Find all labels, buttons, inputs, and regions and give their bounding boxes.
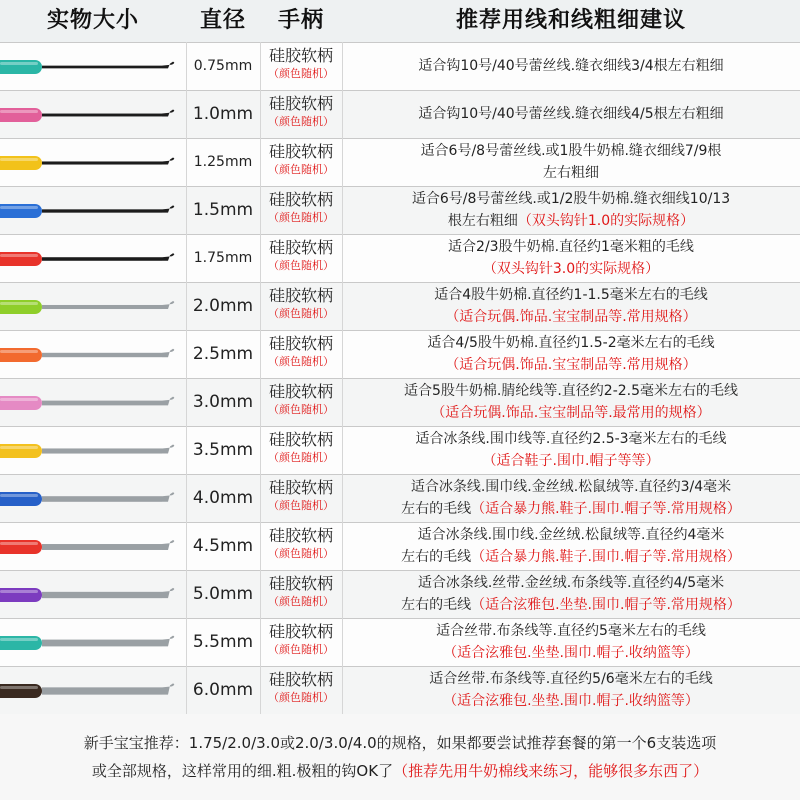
yarn-recommendation	[342, 570, 800, 618]
hook-diameter: 4.5mm	[192, 536, 254, 556]
hook-handle-highlight	[0, 542, 38, 545]
row-divider	[0, 570, 800, 571]
handle-type	[260, 378, 342, 426]
table-row	[0, 282, 800, 330]
recommendation-line-2	[483, 258, 659, 280]
recommendation-text-cont: 根左右粗细	[447, 213, 518, 229]
row-divider	[0, 90, 800, 91]
recommendation-text: 适合冰条线.围巾线.金丝绒.松鼠绒等.直径约3/4毫米	[410, 479, 732, 495]
handle-color-note: （颜色随机）	[268, 643, 334, 656]
handle-type	[260, 522, 342, 570]
handle-type	[260, 234, 342, 282]
column-divider	[260, 42, 261, 714]
handle-type-label: 硅胶软柄	[268, 190, 333, 209]
yarn-recommendation	[342, 378, 800, 426]
yarn-recommendation	[342, 90, 800, 138]
recommendation-text: 适合钩10号/40号蕾丝线.缝衣细线4/5根左右粗细	[418, 106, 724, 122]
hook-shaft	[42, 448, 162, 453]
handle-type	[260, 186, 342, 234]
row-divider	[0, 666, 800, 667]
handle-type	[260, 90, 342, 138]
hook-diameter: 0.75mm	[193, 58, 253, 74]
handle-type-label: 硅胶软柄	[268, 622, 333, 641]
yarn-recommendation	[342, 426, 800, 474]
recommendation-text: 适合钩10号/40号蕾丝线.缝衣细线3/4根左右粗细	[418, 58, 724, 74]
handle-type	[260, 474, 342, 522]
crochet-hook-icon	[0, 488, 186, 510]
handle-type-label: 硅胶软柄	[268, 286, 333, 305]
hook-handle-highlight	[0, 350, 38, 353]
hook-diameter: 3.5mm	[192, 440, 254, 460]
table-row	[0, 138, 800, 186]
recommendation-text: 适合冰条线.围巾线等.直径约2.5-3毫米左右的毛线	[415, 431, 727, 447]
recommendation-usage-note: （适合泫雅包.坐垫.围巾.帽子.收纳篮等）	[443, 693, 699, 709]
hook-handle-highlight	[0, 302, 38, 305]
handle-type	[260, 330, 342, 378]
hook-diameter: 5.5mm	[192, 632, 254, 652]
yarn-recommendation	[342, 330, 800, 378]
hook-diameter: 2.5mm	[192, 344, 254, 364]
hook-tip	[162, 110, 174, 117]
header-diameter: 直径	[199, 8, 246, 33]
handle-color-note: （颜色随机）	[268, 211, 334, 224]
recommendation-usage-note: （适合玩偶.饰品.宝宝制品等.常用规格）	[445, 357, 697, 373]
recommendation-line-2	[401, 594, 741, 616]
hook-tip	[162, 62, 174, 69]
hook-tip	[162, 205, 174, 212]
yarn-recommendation	[342, 234, 800, 282]
recommendation-usage-note: （双头钩针3.0的实际规格）	[482, 261, 660, 277]
hook-diameter: 4.0mm	[192, 488, 254, 508]
table-row	[0, 474, 800, 522]
recommendation-line-2	[443, 690, 699, 712]
row-divider	[0, 42, 800, 43]
handle-type-label: 硅胶软柄	[268, 382, 333, 401]
handle-type	[260, 666, 342, 714]
crochet-hook-icon	[0, 344, 186, 366]
recommendation-text: 适合6号/8号蕾丝线.或1股牛奶棉.缝衣细线7/9根	[420, 143, 722, 159]
recommendation-text: 适合4/5股牛奶棉.直径约1.5-2毫米左右的毛线	[427, 335, 715, 351]
hook-tip	[162, 397, 174, 406]
hook-shaft	[42, 257, 162, 261]
hook-handle-highlight	[0, 494, 38, 497]
hook-handle-highlight	[0, 398, 38, 401]
yarn-recommendation	[342, 618, 800, 666]
yarn-recommendation	[342, 186, 800, 234]
recommendation-line-1	[448, 236, 694, 258]
hook-handle-highlight	[0, 686, 38, 689]
hook-shaft	[42, 353, 162, 357]
handle-type-label: 硅胶软柄	[268, 334, 333, 353]
yarn-recommendation	[342, 138, 800, 186]
recommendation-usage-note: （适合泫雅包.坐垫.围巾.帽子.收纳篮等）	[443, 645, 699, 661]
recommendation-line-1	[404, 380, 738, 402]
row-divider	[0, 618, 800, 619]
handle-color-note: （颜色随机）	[268, 307, 334, 320]
footer-note	[0, 714, 800, 800]
hook-tip	[162, 636, 174, 647]
crochet-hook-icon	[0, 632, 186, 654]
table-row	[0, 618, 800, 666]
hook-handle-highlight	[0, 254, 38, 257]
table-row	[0, 666, 800, 714]
footer-line-2-text: 或全部规格，这样常用的细.粗.极粗的钩OK了	[91, 762, 394, 780]
header-handle: 手柄	[277, 8, 324, 33]
crochet-hook-icon	[0, 56, 186, 78]
yarn-recommendation	[342, 666, 800, 714]
crochet-hook-icon	[0, 680, 186, 702]
hook-diameter: 1.25mm	[193, 154, 253, 170]
hook-shaft	[42, 401, 162, 406]
table-header	[0, 0, 800, 42]
handle-type-label: 硅胶软柄	[268, 142, 333, 161]
footer-line-1: 新手宝宝推荐：1.75/2.0/3.0或2.0/3.0/4.0的规格，如果都要尝试推荐套餐的第一个6支装选项	[83, 734, 717, 752]
recommendation-line-2	[448, 210, 694, 232]
recommendation-text-cont: 左右的毛线	[401, 549, 472, 565]
hook-diameter: 1.5mm	[192, 200, 254, 220]
table-row	[0, 234, 800, 282]
recommendation-line-1	[418, 42, 723, 90]
handle-type	[260, 570, 342, 618]
recommendation-line-1	[421, 140, 722, 162]
hook-diameter: 5.0mm	[192, 584, 254, 604]
recommendation-text: 适合丝带.布条线等.直径约5/6毫米左右的毛线	[429, 671, 713, 687]
hook-shaft	[42, 687, 162, 694]
hook-handle-highlight	[0, 158, 38, 161]
recommendation-line-1	[429, 668, 712, 690]
handle-type	[260, 42, 342, 90]
footer-line-2-red: （推荐先用牛奶棉线来练习，能够很多东西了）	[393, 762, 709, 780]
recommendation-text: 适合2/3股牛奶棉.直径约1毫米粗的毛线	[448, 239, 694, 255]
yarn-recommendation	[342, 42, 800, 90]
recommendation-line-2	[543, 162, 599, 184]
row-divider	[0, 234, 800, 235]
hook-tip	[162, 540, 174, 550]
handle-type	[260, 618, 342, 666]
handle-color-note: （颜色随机）	[268, 691, 334, 704]
recommendation-text: 适合丝带.布条线等.直径约5毫米左右的毛线	[436, 623, 706, 639]
handle-type-label: 硅胶软柄	[268, 670, 333, 689]
table-row	[0, 426, 800, 474]
handle-type-label: 硅胶软柄	[268, 46, 333, 65]
crochet-hook-icon	[0, 152, 186, 174]
hook-shaft	[42, 66, 162, 69]
hook-diameter: 3.0mm	[192, 392, 254, 412]
hook-tip	[162, 301, 174, 309]
recommendation-line-2	[401, 546, 741, 568]
hook-tip	[162, 349, 174, 357]
recommendation-line-2	[483, 450, 660, 472]
recommendation-text: 适合4股牛奶棉.直径约1-1.5毫米左右的毛线	[434, 287, 708, 303]
handle-type-label: 硅胶软柄	[268, 94, 333, 113]
recommendation-line-1	[412, 188, 730, 210]
recommendation-usage-note: （适合鞋子.围巾.帽子等等）	[482, 453, 660, 469]
row-divider	[0, 474, 800, 475]
crochet-hook-icon	[0, 440, 186, 462]
hook-tip	[162, 253, 174, 261]
table-row	[0, 186, 800, 234]
hook-tip	[162, 444, 174, 453]
recommendation-line-1	[415, 428, 726, 450]
hook-diameter: 6.0mm	[192, 680, 254, 700]
row-divider	[0, 186, 800, 187]
hook-handle-highlight	[0, 590, 38, 593]
recommendation-usage-note: （适合泫雅包.坐垫.围巾.帽子等.常用规格）	[471, 597, 741, 613]
table-row	[0, 378, 800, 426]
hook-tip	[162, 492, 174, 502]
hook-handle-highlight	[0, 110, 38, 113]
recommendation-text-cont: 左右的毛线	[401, 501, 472, 517]
hook-diameter: 1.75mm	[193, 250, 253, 266]
handle-type	[260, 138, 342, 186]
footer-line-2	[0, 760, 800, 781]
handle-color-note: （颜色随机）	[268, 355, 334, 368]
handle-type-label: 硅胶软柄	[268, 574, 333, 593]
recommendation-line-2	[401, 498, 741, 520]
recommendation-line-1	[436, 620, 706, 642]
hook-handle-highlight	[0, 638, 38, 641]
hook-diameter: 2.0mm	[192, 296, 254, 316]
crochet-hook-icon	[0, 104, 186, 126]
crochet-hook-icon	[0, 248, 186, 270]
row-divider	[0, 522, 800, 523]
recommendation-line-1	[418, 524, 725, 546]
handle-color-note: （颜色随机）	[268, 499, 334, 512]
recommendation-line-1	[418, 90, 723, 138]
recommendation-line-2	[443, 642, 699, 664]
hook-shaft	[42, 209, 162, 212]
crochet-hook-icon	[0, 584, 186, 606]
yarn-recommendation	[342, 522, 800, 570]
recommendation-text: 适合5股牛奶棉.腈纶线等.直径约2-2.5毫米左右的毛线	[403, 383, 739, 399]
recommendation-text-cont: 左右的毛线	[401, 597, 472, 613]
handle-color-note: （颜色随机）	[268, 547, 334, 560]
table-row	[0, 570, 800, 618]
recommendation-line-1	[434, 284, 708, 306]
row-divider	[0, 282, 800, 283]
hook-shaft	[42, 544, 162, 550]
hook-shaft	[42, 640, 162, 647]
hook-diameter: 1.0mm	[192, 104, 254, 124]
crochet-hook-icon	[0, 200, 186, 222]
handle-type-label: 硅胶软柄	[268, 526, 333, 545]
recommendation-line-2	[445, 354, 696, 376]
handle-color-note: （颜色随机）	[268, 403, 334, 416]
handle-color-note: （颜色随机）	[268, 451, 334, 464]
row-divider	[0, 378, 800, 379]
recommendation-line-1	[411, 476, 731, 498]
recommendation-line-2	[445, 306, 696, 328]
hook-handle-highlight	[0, 62, 38, 65]
crochet-hook-icon	[0, 536, 186, 558]
recommendation-usage-note: （适合暴力熊.鞋子.围巾.帽子等.常用规格）	[471, 501, 741, 517]
hook-handle-highlight	[0, 206, 38, 209]
handle-type	[260, 282, 342, 330]
table-row	[0, 522, 800, 570]
recommendation-line-1	[427, 332, 714, 354]
hook-shaft	[42, 496, 162, 502]
recommendation-text-cont: 左右粗细	[543, 165, 599, 181]
row-divider	[0, 426, 800, 427]
recommendation-text: 适合冰条线.丝带.金丝绒.布条线等.直径约4/5毫米	[417, 575, 725, 591]
table-row	[0, 330, 800, 378]
hook-tip	[162, 157, 174, 164]
recommendation-line-1	[418, 572, 724, 594]
table-row	[0, 90, 800, 138]
recommendation-line-2	[431, 402, 710, 424]
column-divider	[342, 42, 343, 714]
handle-type-label: 硅胶软柄	[268, 430, 333, 449]
yarn-recommendation	[342, 474, 800, 522]
recommendation-usage-note: （适合暴力熊.鞋子.围巾.帽子等.常用规格）	[471, 549, 741, 565]
handle-color-note: （颜色随机）	[268, 115, 334, 128]
row-divider	[0, 330, 800, 331]
hook-shaft	[42, 114, 162, 117]
handle-type	[260, 426, 342, 474]
hook-shaft	[42, 305, 162, 309]
recommendation-usage-note: （适合玩偶.饰品.宝宝制品等.最常用的规格）	[431, 405, 711, 421]
recommendation-usage-note: （双头钩针1.0的实际规格）	[517, 213, 695, 229]
hook-shaft	[42, 161, 162, 164]
crochet-hook-icon	[0, 392, 186, 414]
hook-handle-highlight	[0, 446, 38, 449]
hook-tip	[162, 588, 174, 598]
handle-color-note: （颜色随机）	[268, 163, 334, 176]
handle-type-label: 硅胶软柄	[268, 478, 333, 497]
hook-shaft	[42, 592, 162, 598]
header-recommended-yarn: 推荐用线和线粗细建议	[455, 8, 686, 33]
yarn-recommendation	[342, 282, 800, 330]
column-divider	[186, 42, 187, 714]
header-actual-size: 实物大小	[46, 8, 139, 33]
recommendation-text: 适合6号/8号蕾丝线.或1/2股牛奶棉.缝衣细线10/13	[411, 191, 731, 207]
recommendation-usage-note: （适合玩偶.饰品.宝宝制品等.常用规格）	[445, 309, 697, 325]
table-row	[0, 42, 800, 90]
handle-color-note: （颜色随机）	[268, 595, 334, 608]
row-divider	[0, 138, 800, 139]
handle-color-note: （颜色随机）	[268, 259, 334, 272]
recommendation-text: 适合冰条线.围巾线.金丝绒.松鼠绒等.直径约4毫米	[417, 527, 725, 543]
crochet-hook-icon	[0, 296, 186, 318]
handle-color-note: （颜色随机）	[268, 67, 334, 80]
hook-tip	[162, 683, 174, 694]
handle-type-label: 硅胶软柄	[268, 238, 333, 257]
